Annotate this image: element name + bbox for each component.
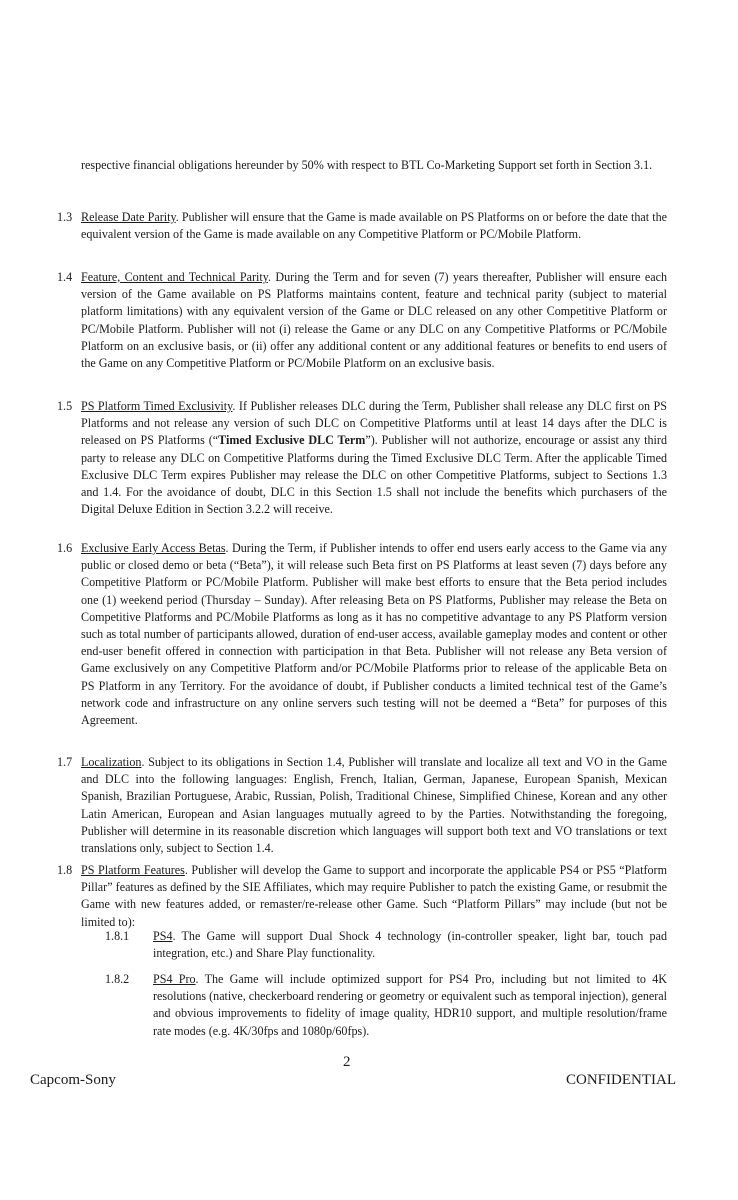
section-heading: PS Platform Features — [81, 863, 185, 877]
section-body-continued: ”). Publisher will not authorize, encourage or assist any third party to release any DLC on Competitive Platforms during the Timed Exclusive DLC Term. After the applicable Timed Exclusive DLC Term expires Publisher may release the DLC on other Competitive Platforms, subject to Sections 1.3 and 1.4. For the avoidance of doubt, DLC in this Section 1.5 shall not include the benefits which purchasers of the Digital Deluxe Edition in Section 3.2.2 will receive. — [81, 433, 667, 517]
subsection-1-8-1-ps4 — [153, 928, 667, 962]
section-number-1-5: 1.5 — [57, 399, 73, 413]
section-body: . During the Term, if Publisher intends to offer end users early access to the Game via any public or closed demo or beta (“Beta”), it will release such Beta first on PS Platforms at least seven (7) days before any Competitive Platform or PC/Mobile Platform. Publisher will make best efforts to ensure that the Beta period includes one (1) weekend period (Thursday – Sunday). After releasing Beta on PS Platforms, Publisher may release the Beta on Competitive Platforms and PC/Mobile Platforms as long as it has no competitive advantage to any PS Platform version such as total number of participants allowed, duration of end-user access, available gameplay modes and content or other end-user benefit offered in connection with participation in that Beta. Publisher will not release any Beta version of Game exclusively on any Competitive Platform and/or PC/Mobile Platforms prior to release of the applicable Beta on PS Platform in any Territory. For the avoidance of doubt, if Publisher conducts a limited technical test of the Game’s network code and infrastructure on any online servers such testing will not be deemed a “Beta” for purposes of this Agreement. — [81, 541, 668, 728]
section-number-1-7: 1.7 — [57, 755, 73, 769]
subsection-body: . The Game will include optimized support for PS4 Pro, including but not limited to 4K resolutions (native, checkerboard rendering or geometry or equivalent such as temporal injection), general and obvious improvements to fidelity of image quality, HDR10 support, and multiple resolution/frame rate modes (e.g. 4K/30fps and 1080p/60fps). — [153, 972, 667, 1038]
section-1-3-release-date-parity — [81, 209, 667, 243]
subsection-heading: PS4 — [153, 929, 173, 943]
section-heading: Localization — [81, 755, 142, 769]
defined-term: Timed Exclusive DLC Term — [218, 433, 366, 448]
section-number-1-8: 1.8 — [57, 863, 73, 877]
section-body: . Subject to its obligations in Section 1.4, Publisher will translate and localize all text and VO in the Game and DLC into the following languages: English, French, Italian, German, Japanese, European Spanish, Mexican Spanish, Brazilian Portuguese, Arabic, Russian, Polish, Traditional Chinese, Simplified Chinese, Korean and any other Latin American, European and Asian languages mutually agreed to by the Parties. Notwithstanding the foregoing, Publisher will determine in its reasonable discretion which languages will support both text and VO translations or text translations only, subject to Section 1.4. — [81, 755, 667, 856]
subsection-heading: PS4 Pro — [153, 972, 196, 986]
section-body: . Publisher will ensure that the Game is made available on PS Platforms on or before the date that the equivalent version of the Game is made available on any Competitive Platform or PC/Mobile Platform. — [81, 210, 667, 242]
section-1-7-localization — [81, 754, 667, 857]
section-heading: Exclusive Early Access Betas — [81, 541, 226, 555]
subsection-number-1-8-1: 1.8.1 — [105, 929, 130, 943]
footer-right-label: CONFIDENTIAL — [566, 1072, 676, 1088]
section-1-4-feature-content-technical-parity — [81, 269, 667, 372]
section-number-1-6: 1.6 — [57, 541, 73, 555]
section-body: . During the Term and for seven (7) years thereafter, Publisher will ensure each version of the Game available on PS Platforms maintains content, feature and technical parity (subject to material platform limitations) with any equivalent version of the Game or DLC released on any other Competitive Platform or PC/Mobile Platform. Publisher will not (i) release the Game or any DLC on any Competitive Platforms or PC/Mobile Platform on an exclusive basis, or (ii) offer any additional content or any additional features or benefits to end users of the Game on any Competitive Platform or PC/Mobile Platform on an exclusive basis. — [81, 270, 667, 371]
section-number-1-3: 1.3 — [57, 210, 73, 224]
subsection-1-8-2-ps4-pro — [153, 971, 667, 1040]
page-number: 2 — [343, 1054, 351, 1070]
subsection-number-1-8-2: 1.8.2 — [105, 972, 130, 986]
section-heading: Feature, Content and Technical Parity — [81, 270, 268, 284]
section-heading: PS Platform Timed Exclusivity — [81, 399, 233, 413]
continuation-paragraph: respective financial obligations hereunder by 50% with respect to BTL Co-Marketing Support set forth in Section 3.1. — [81, 158, 653, 172]
section-body: . Publisher will develop the Game to support and incorporate the applicable PS4 or PS5 “Platform Pillar” features as defined by the SIE Affiliates, which may require Publisher to patch the existing Game, or resubmit the Game with new features added, or remaster/re-release other Game. Such “Platform Pillars” may include (but not be limited to): — [81, 863, 667, 929]
section-1-8-ps-platform-features — [81, 862, 667, 931]
section-number-1-4: 1.4 — [57, 270, 73, 284]
section-body: . If Publisher releases DLC during the Term, Publisher shall release any DLC first on PS Platforms and not release any version of such DLC on Competitive Platforms until at least 14 days after the DLC is released on PS Platforms (“ — [81, 399, 667, 448]
section-1-5-ps-platform-timed-exclusivity — [81, 398, 667, 518]
section-1-6-exclusive-early-access-betas — [81, 540, 667, 729]
subsection-body: . The Game will support Dual Shock 4 technology (in-controller speaker, light bar, touch pad integration, etc.) and Share Play functionality. — [153, 929, 667, 961]
section-heading: Release Date Parity — [81, 210, 176, 224]
footer-left-label: Capcom-Sony — [30, 1072, 116, 1088]
